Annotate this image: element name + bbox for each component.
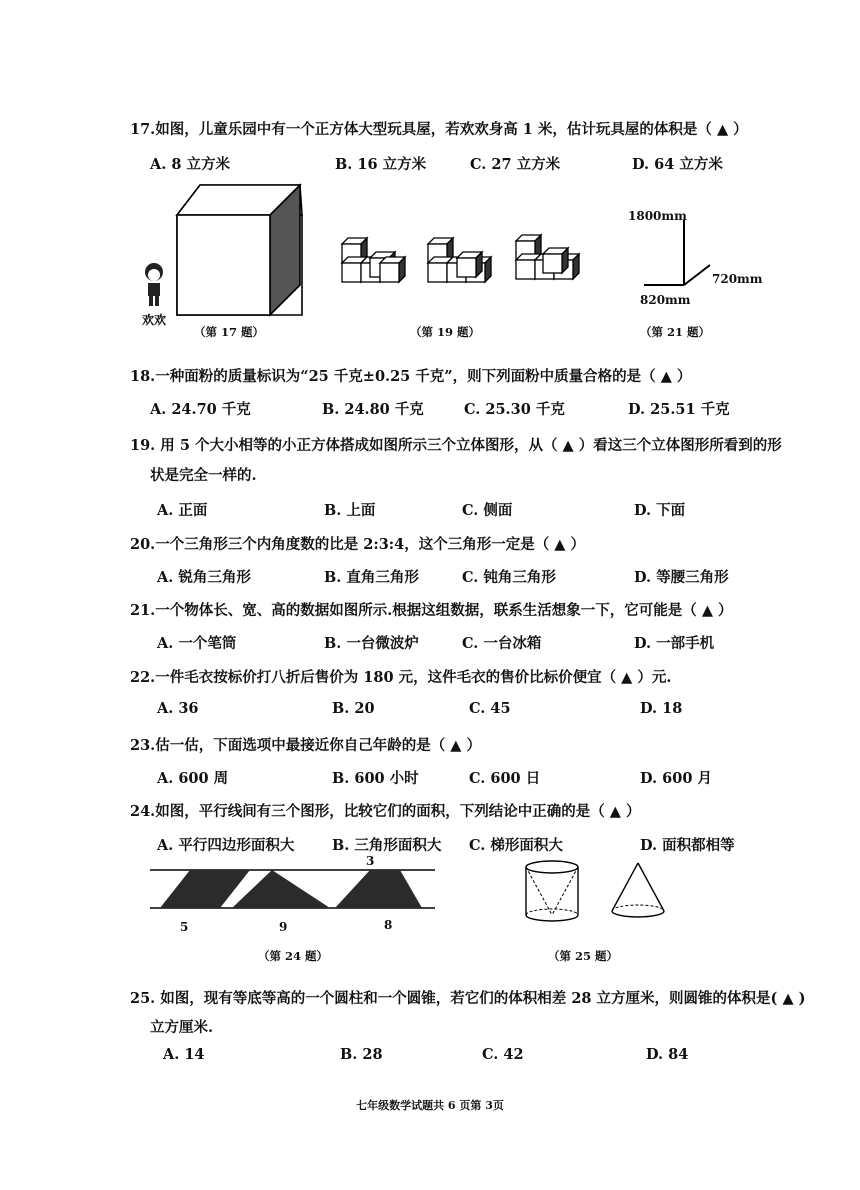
q18-option-c[interactable]: C. 25.30 千克 <box>464 401 565 418</box>
question-24-stem: 24.如图，平行线间有三个图形，比较它们的面积，下列结论中正确的是（ ▲ ） <box>130 803 641 820</box>
kid-label: 欢欢 <box>142 313 167 327</box>
trapezoid-top-label: 3 <box>366 854 375 868</box>
figure-19-caption: （第 19 题） <box>410 325 481 339</box>
figure-25-cylinder-cone <box>520 855 670 930</box>
q24-option-c[interactable]: C. 梯形面积大 <box>469 837 563 854</box>
question-22-stem: 22.一件毛衣按标价打八折后售价为 180 元，这件毛衣的售价比标价便宜（ ▲ ）元. <box>130 669 672 686</box>
q25-option-a[interactable]: A. 14 <box>163 1046 205 1063</box>
q23-option-a[interactable]: A. 600 周 <box>157 770 229 787</box>
q21-option-b[interactable]: B. 一台微波炉 <box>324 635 419 652</box>
q20-option-a[interactable]: A. 锐角三角形 <box>157 569 251 586</box>
q17-option-d[interactable]: D. 64 立方米 <box>632 156 723 173</box>
question-19-stem-cont: 状是完全一样的. <box>150 467 257 484</box>
width-label: 720mm <box>712 272 763 286</box>
q24-option-b[interactable]: B. 三角形面积大 <box>332 837 442 854</box>
q18-option-a[interactable]: A. 24.70 千克 <box>150 401 251 418</box>
q20-option-b[interactable]: B. 直角三角形 <box>324 569 419 586</box>
question-21-stem: 21.一个物体长、宽、高的数据如图所示.根据这组数据，联系生活想象一下，它可能是（ ▲ ） <box>130 602 733 619</box>
figure-25-caption: （第 25 题） <box>548 949 619 963</box>
height-label: 1800mm <box>628 209 687 223</box>
parallelogram-base-label: 5 <box>180 920 189 934</box>
page-footer: 七年级数学试题共 6 页第 3页 <box>356 1099 504 1112</box>
figure-19-cubes <box>340 230 610 285</box>
figure-17-caption: （第 17 题） <box>194 325 265 339</box>
q22-option-c[interactable]: C. 45 <box>469 700 511 717</box>
q21-option-c[interactable]: C. 一台冰箱 <box>462 635 542 652</box>
triangle-base-label: 9 <box>279 920 288 934</box>
q17-option-c[interactable]: C. 27 立方米 <box>470 156 561 173</box>
q21-option-a[interactable]: A. 一个笔筒 <box>157 635 237 652</box>
q17-option-a[interactable]: A. 8 立方米 <box>150 156 230 173</box>
q21-option-d[interactable]: D. 一部手机 <box>634 635 715 652</box>
figure-21-caption: （第 21 题） <box>640 325 711 339</box>
q18-option-b[interactable]: B. 24.80 千克 <box>322 401 424 418</box>
figure-24-parallel-shapes <box>150 862 440 917</box>
question-20-stem: 20.一个三角形三个内角度数的比是 2:3:4，这个三角形一定是（ ▲ ） <box>130 536 585 553</box>
q20-option-c[interactable]: C. 钝角三角形 <box>462 569 556 586</box>
kid-icon <box>145 263 163 306</box>
question-23-stem: 23.估一估，下面选项中最接近你自己年龄的是（ ▲ ） <box>130 737 481 754</box>
q23-option-d[interactable]: D. 600 月 <box>640 770 712 787</box>
q25-option-d[interactable]: D. 84 <box>646 1046 689 1063</box>
q24-option-a[interactable]: A. 平行四边形面积大 <box>157 837 295 854</box>
q23-option-c[interactable]: C. 600 日 <box>469 770 541 787</box>
figure-24-caption: （第 24 题） <box>258 949 329 963</box>
q18-option-d[interactable]: D. 25.51 千克 <box>628 401 730 418</box>
question-25-stem: 25. 如图，现有等底等高的一个圆柱和一个圆锥，若它们的体积相差 28 立方厘米，则圆锥的体积是( ▲ ) <box>130 990 806 1007</box>
question-25-stem-cont: 立方厘米. <box>150 1019 214 1036</box>
trapezoid-base-label: 8 <box>384 918 393 932</box>
q24-option-d[interactable]: D. 面积都相等 <box>640 837 735 854</box>
q25-option-b[interactable]: B. 28 <box>340 1046 383 1063</box>
q19-option-b[interactable]: B. 上面 <box>324 502 376 519</box>
q19-option-a[interactable]: A. 正面 <box>157 502 208 519</box>
question-18-stem: 18.一种面粉的质量标识为“25 千克±0.25 千克”，则下列面粉中质量合格的是（ ▲ ） <box>130 368 692 385</box>
q23-option-b[interactable]: B. 600 小时 <box>332 770 419 787</box>
q19-option-d[interactable]: D. 下面 <box>634 502 686 519</box>
length-label: 820mm <box>640 293 691 307</box>
question-17-stem: 17.如图，儿童乐园中有一个正方体大型玩具屋，若欢欢身高 1 米，估计玩具屋的体积是（ ▲ ） <box>130 121 748 138</box>
q19-option-c[interactable]: C. 侧面 <box>462 502 513 519</box>
q20-option-d[interactable]: D. 等腰三角形 <box>634 569 729 586</box>
q17-option-b[interactable]: B. 16 立方米 <box>335 156 427 173</box>
question-19-stem: 19. 用 5 个大小相等的小正方体搭成如图所示三个立体图形，从（ ▲ ）看这三个立体图形所看到的形 <box>130 437 782 454</box>
q22-option-a[interactable]: A. 36 <box>157 700 199 717</box>
q25-option-c[interactable]: C. 42 <box>482 1046 524 1063</box>
q22-option-d[interactable]: D. 18 <box>640 700 683 717</box>
figure-17-cube <box>140 180 310 320</box>
q22-option-b[interactable]: B. 20 <box>332 700 375 717</box>
